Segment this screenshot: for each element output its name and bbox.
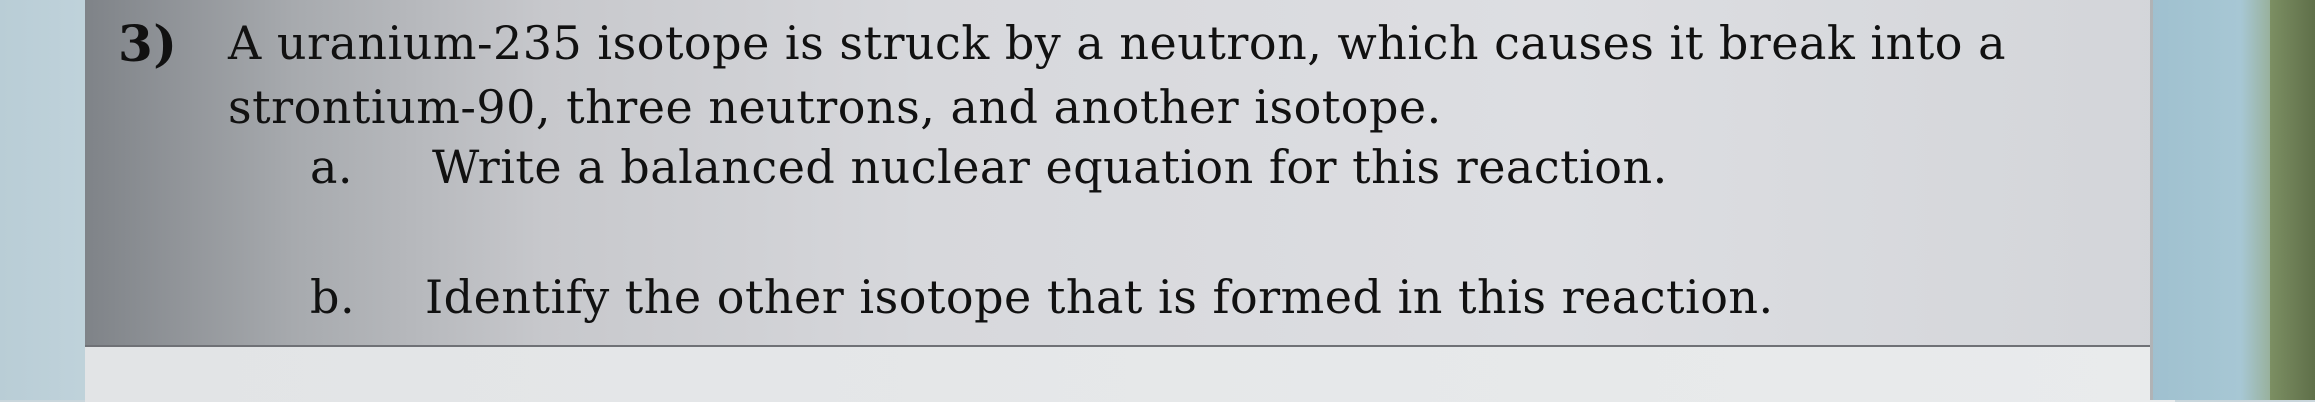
part-a-label: a. (310, 140, 354, 194)
background-green-strip (2270, 0, 2315, 400)
question-text-line-1: A uranium-235 isotope is struck by a neutron, which causes it break into a (228, 16, 2006, 70)
part-b-text: Identify the other isotope that is formed in this reaction. (425, 270, 1774, 324)
paper-bottom-area (85, 345, 2175, 402)
part-b-label: b. (310, 270, 356, 324)
part-a-text: Write a balanced nuclear equation for this reaction. (432, 140, 1668, 194)
question-text-line-2: strontium-90, three neutrons, and another isotope. (228, 80, 1442, 134)
question-number: 3) (118, 14, 178, 73)
paper-edge (2150, 0, 2153, 400)
